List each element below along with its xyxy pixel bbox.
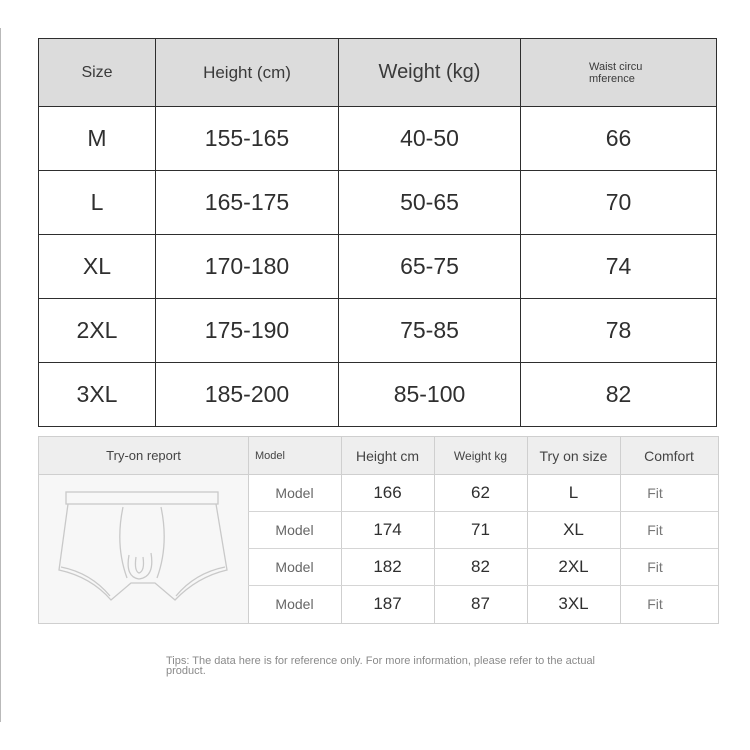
header-try-on-size: Try on size	[539, 447, 608, 464]
cell-height: 185-200	[156, 363, 339, 427]
cell-weight: 40-50	[339, 107, 521, 171]
header-weight: Weight (kg)	[339, 39, 521, 107]
header-waist-label: Waist circumference	[589, 60, 643, 85]
row-weight: 62	[471, 483, 490, 502]
size-chart-header-row	[39, 39, 717, 107]
cell-weight: 75-85	[339, 299, 521, 363]
cell-weight: 65-75	[339, 235, 521, 299]
row-size: L	[568, 483, 579, 502]
header-height-cm: Height cm	[355, 447, 420, 464]
row-size: 2XL	[558, 557, 589, 576]
cell-size: M	[39, 107, 156, 171]
boxer-briefs-icon	[39, 475, 248, 623]
row-height: 182	[373, 557, 402, 576]
row-weight: 87	[471, 594, 490, 613]
header-size: Size	[39, 39, 156, 107]
header-comfort: Comfort	[644, 447, 694, 464]
tips-note: Tips: The data here is for reference only. For more information, please refer to the actual product.	[166, 655, 596, 677]
cell-waist: 74	[521, 235, 717, 299]
table-row	[39, 235, 717, 299]
row-comfort: Fit	[647, 559, 663, 575]
row-weight: 82	[471, 557, 490, 576]
cell-size: 3XL	[39, 363, 156, 427]
row-comfort: Fit	[647, 596, 663, 612]
row-weight: 71	[471, 520, 490, 539]
try-on-report	[38, 436, 719, 624]
row-height: 187	[373, 594, 402, 613]
cell-waist: 66	[521, 107, 717, 171]
cell-waist: 82	[521, 363, 717, 427]
header-height: Height (cm)	[156, 39, 339, 107]
cell-weight: 85-100	[339, 363, 521, 427]
row-height: 174	[373, 520, 402, 539]
cell-size: XL	[39, 235, 156, 299]
row-height: 166	[373, 483, 402, 502]
cell-height: 165-175	[156, 171, 339, 235]
row-model: Model	[275, 596, 314, 612]
row-comfort: Fit	[647, 485, 663, 501]
table-row	[39, 363, 717, 427]
cell-size: 2XL	[39, 299, 156, 363]
table-row	[39, 107, 717, 171]
row-comfort: Fit	[647, 522, 663, 538]
row-model: Model	[275, 485, 314, 501]
row-model: Model	[275, 559, 314, 575]
cell-weight: 50-65	[339, 171, 521, 235]
cell-height: 155-165	[156, 107, 339, 171]
header-model: Model	[255, 449, 285, 462]
header-weight-kg: Weight kg	[453, 448, 508, 463]
row-size: 3XL	[558, 594, 589, 613]
cell-waist: 70	[521, 171, 717, 235]
left-border-line	[0, 28, 1, 722]
try-on-title: Try-on report	[106, 448, 181, 463]
row-model: Model	[275, 522, 314, 538]
row-size: XL	[563, 520, 584, 539]
table-row	[39, 299, 717, 363]
cell-size: L	[39, 171, 156, 235]
table-row	[39, 171, 717, 235]
header-waist	[521, 39, 717, 107]
cell-height: 170-180	[156, 235, 339, 299]
cell-height: 175-190	[156, 299, 339, 363]
size-chart-table	[38, 38, 717, 427]
underwear-illustration-panel	[39, 475, 248, 623]
cell-waist: 78	[521, 299, 717, 363]
